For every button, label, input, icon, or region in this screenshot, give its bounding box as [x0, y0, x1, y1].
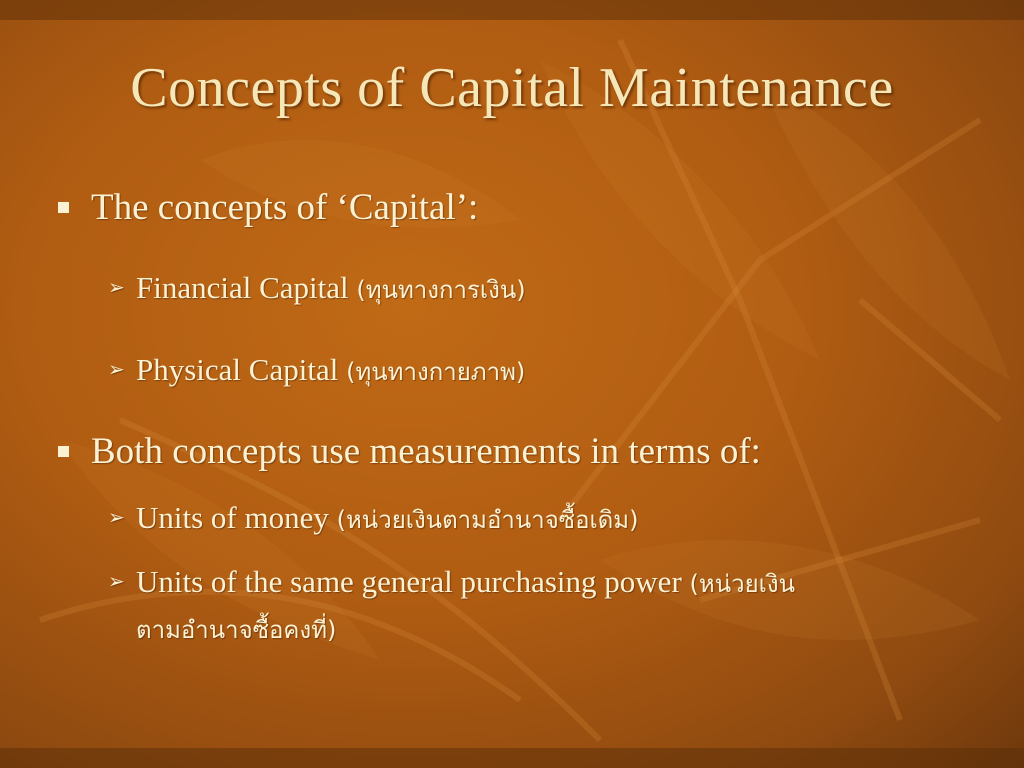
sub-bullet-text: Units of the same general purchasing power [136, 564, 690, 599]
chevron-arrow-icon: ➢ [108, 569, 125, 593]
chevron-arrow-icon: ➢ [108, 357, 125, 381]
sub-bullet-thai-text: (หน่วยเงิน [689, 570, 795, 598]
sub-bullet-thai-text: (ทุนทางการเงิน) [356, 276, 526, 304]
sub-bullet-physical-capital [108, 348, 988, 395]
bullet-text: The concepts of ‘Capital’: [91, 187, 479, 228]
square-bullet-icon [58, 202, 69, 213]
sub-bullet-text: Financial Capital [136, 270, 357, 305]
sub-bullet-purchasing-power [108, 560, 988, 652]
chevron-arrow-icon: ➢ [108, 275, 125, 299]
sub-bullet-thai-text: (หน่วยเงินตามอำนาจซื้อเดิม) [336, 506, 639, 534]
bullet-capital-concepts [58, 186, 478, 229]
sub-bullet-text: Physical Capital [136, 352, 347, 387]
chevron-arrow-icon: ➢ [108, 505, 125, 529]
sub-bullet-thai-text: (ทุนทางกายภาพ) [346, 358, 526, 386]
square-bullet-icon [58, 446, 69, 457]
sub-bullet-financial-capital [108, 266, 988, 313]
sub-bullet-units-of-money [108, 496, 988, 543]
slide-title: Concepts of Capital Maintenance [130, 57, 894, 119]
sub-bullet-thai-text-continued: ตามอำนาจซื้อคงที่) [136, 616, 337, 644]
bullet-measurements [58, 430, 761, 473]
sub-bullet-text: Units of money [136, 500, 337, 535]
bullet-text: Both concepts use measurements in terms of: [91, 431, 761, 472]
